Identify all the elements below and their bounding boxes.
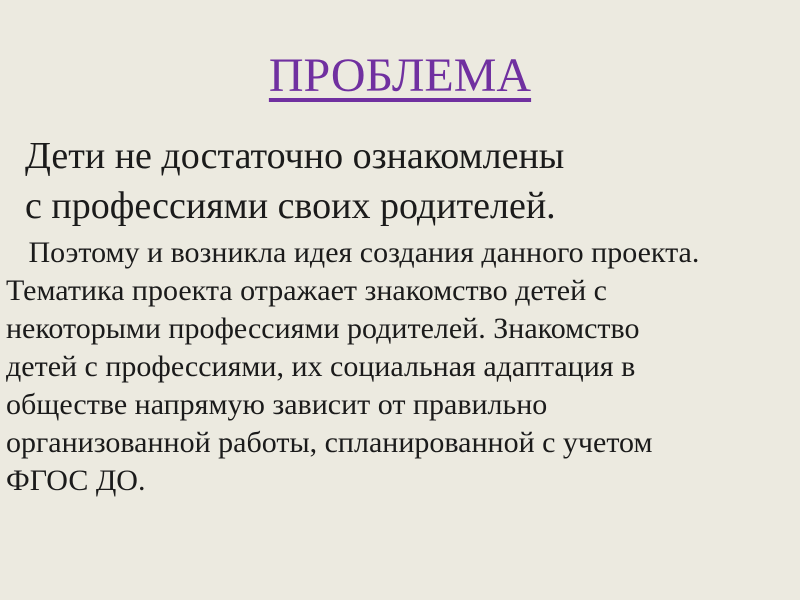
- body-line: Тематика проекта отражает знакомство детей с: [6, 274, 607, 307]
- body-line: организованной работы, спланированной с учетом: [6, 426, 653, 459]
- body-line: обществе напрямую зависит от правильно: [6, 388, 548, 421]
- subtitle-line: с профессиями своих родителей.: [25, 185, 556, 227]
- slide-body-paragraph: [6, 234, 699, 500]
- subtitle-line: Дети не достаточно ознакомлены: [25, 135, 565, 177]
- slide-subtitle: [25, 131, 564, 231]
- body-line: некоторыми профессиями родителей. Знакомство: [6, 312, 640, 345]
- body-line: Поэтому и возникла идея создания данного проекта.: [21, 236, 700, 269]
- slide-title: ПРОБЛЕМА: [268, 49, 532, 102]
- body-line: ФГОС ДО.: [6, 464, 146, 497]
- body-line: детей с профессиями, их социальная адаптация в: [6, 350, 636, 383]
